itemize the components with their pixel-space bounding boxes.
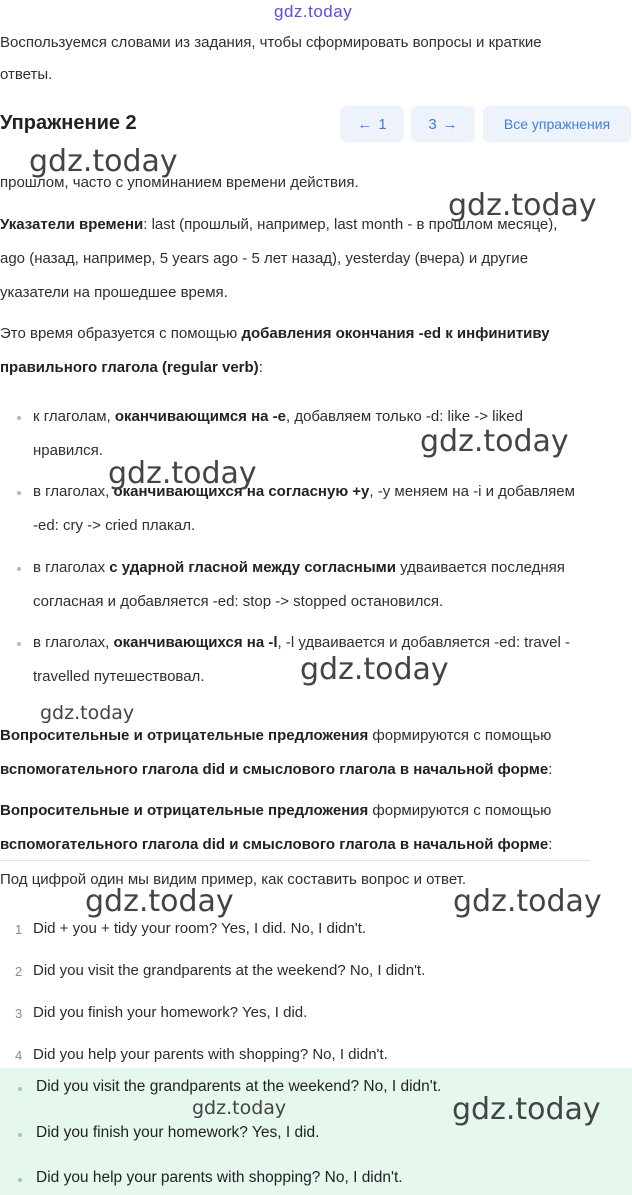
formation-colon: : (258, 359, 263, 376)
list-item: Did + you + tidy your room? Yes, I did. No, I didn't. (33, 920, 367, 937)
formation-line-2 (0, 359, 263, 376)
bullet-icon (17, 642, 21, 646)
rule-4-line-1 (33, 634, 570, 651)
rule-4-bold: оканчивающихся на -l (113, 634, 278, 651)
intro-line-2: ответы. (0, 66, 53, 83)
time-markers-line-3: указатели на прошедшее время. (0, 284, 228, 301)
rule-3-bold: с ударной гласной между согласными (109, 559, 396, 576)
question-rule-2-colon: : (548, 836, 553, 853)
answer-block (0, 1068, 632, 1195)
rule-4-text-b: , -l удваивается и добавляется -ed: travel - (277, 634, 571, 651)
answer-item: Did you help your parents with shopping? No, I didn't. (36, 1169, 403, 1186)
rule-1-text-b: , добавляем только -d: like -> liked (286, 408, 523, 425)
rule-3-text-a: в глаголах (33, 559, 110, 576)
theory-partial-line: прошлом, часто с упоминанием времени действия. (0, 174, 359, 191)
formation-bold-2: правильного глагола (regular verb) (0, 359, 259, 376)
answer-item: Did you finish your homework? Yes, I did. (36, 1124, 320, 1141)
prev-exercise-button[interactable] (340, 106, 404, 142)
watermark: gdz.today (300, 652, 449, 687)
question-rule-1-text: формируются с помощью (368, 727, 552, 744)
time-markers-label: Указатели времени (0, 216, 144, 233)
watermark: gdz.today (40, 702, 135, 724)
time-markers-text: : last (прошлый, например, last month - в прошлом месяце), (143, 216, 558, 233)
bullet-icon (18, 1087, 22, 1091)
rule-2-bold: оканчивающихся на согласную +y (113, 483, 370, 500)
formation-line-1 (0, 325, 550, 342)
watermark: gdz.today (29, 144, 178, 179)
rule-3-line-2: согласная и добавляется -ed: stop -> stopped остановился. (33, 593, 444, 610)
question-rule-2-text: формируются с помощью (368, 802, 552, 819)
bullet-icon (18, 1178, 22, 1182)
list-item: Did you finish your homework? Yes, I did. (33, 1004, 308, 1021)
divider (0, 860, 590, 861)
rule-1-line-2: нравился. (33, 442, 103, 459)
next-exercise-button[interactable] (411, 106, 475, 142)
question-rule-1-colon: : (548, 761, 553, 778)
rule-1-text-a: к глаголам, (33, 408, 115, 425)
watermark: gdz.today (85, 884, 234, 919)
rule-4-line-2: travelled путешествовал. (33, 668, 205, 685)
bullet-icon (17, 416, 21, 420)
prev-exercise-label: 1 (378, 115, 387, 133)
watermark: gdz.today (448, 188, 597, 223)
question-rule-1-line-1 (0, 727, 551, 744)
rule-1-bold: оканчивающимся на -е (114, 408, 286, 425)
watermark: gdz.today (453, 884, 602, 919)
list-item-number: 3 (15, 1006, 23, 1021)
example-intro: Под цифрой один мы видим пример, как составить вопрос и ответ. (0, 871, 467, 888)
question-rule-1-bold-b: вспомогательного глагола did и смыслового глагола в начальной форме (0, 761, 549, 778)
question-rule-2-line-2 (0, 836, 552, 853)
next-exercise-label: 3 (428, 115, 437, 133)
list-item: Did you help your parents with shopping? No, I didn't. (33, 1046, 388, 1063)
list-item-number: 4 (15, 1048, 23, 1063)
rule-1-line-1 (33, 408, 523, 425)
rule-2-line-2: -ed: cry -> cried плакал. (33, 517, 196, 534)
watermark: gdz.today (420, 424, 569, 459)
arrow-right-icon: → (442, 115, 458, 133)
formation-bold-1: добавления окончания -ed к инфинитиву (241, 325, 550, 342)
formation-text: Это время образуется с помощью (0, 325, 242, 342)
all-exercises-button[interactable]: Все упражнения (483, 106, 631, 142)
list-item: Did you visit the grandparents at the weekend? No, I didn't. (33, 962, 426, 979)
question-rule-2-line-1 (0, 802, 551, 819)
site-logo[interactable]: gdz.today (274, 2, 353, 21)
question-rule-2-bold-b: вспомогательного глагола did и смыслового глагола в начальной форме (0, 836, 549, 853)
rule-2-text-a: в глаголах, (33, 483, 114, 500)
list-item-number: 1 (15, 922, 23, 937)
page-title: Упражнение 2 (0, 112, 137, 134)
arrow-left-icon: ← (357, 115, 373, 133)
answer-item: Did you visit the grandparents at the weekend? No, I didn't. (36, 1078, 442, 1095)
intro-line-1: Воспользуемся словами из задания, чтобы сформировать вопросы и краткие (0, 34, 542, 51)
bullet-icon (18, 1133, 22, 1137)
rule-3-text-b: удваивается последняя (395, 559, 565, 576)
question-rule-1-bold-a: Вопросительные и отрицательные предложения (0, 727, 369, 744)
bullet-icon (17, 491, 21, 495)
rule-2-text-b: , -y меняем на -i и добавляем (369, 483, 575, 500)
time-markers-line-2: ago (назад, например, 5 years ago - 5 лет назад), yesterday (вчера) и другие (0, 250, 529, 267)
watermark: gdz.today (192, 1097, 287, 1119)
list-item-number: 2 (15, 964, 23, 979)
question-rule-1-line-2 (0, 761, 552, 778)
question-rule-2-bold-a: Вопросительные и отрицательные предложения (0, 802, 369, 819)
rule-3-line-1 (33, 559, 565, 576)
bullet-icon (17, 567, 21, 571)
rule-4-text-a: в глаголах, (33, 634, 114, 651)
watermark: gdz.today (108, 456, 257, 491)
watermark: gdz.today (452, 1092, 601, 1127)
